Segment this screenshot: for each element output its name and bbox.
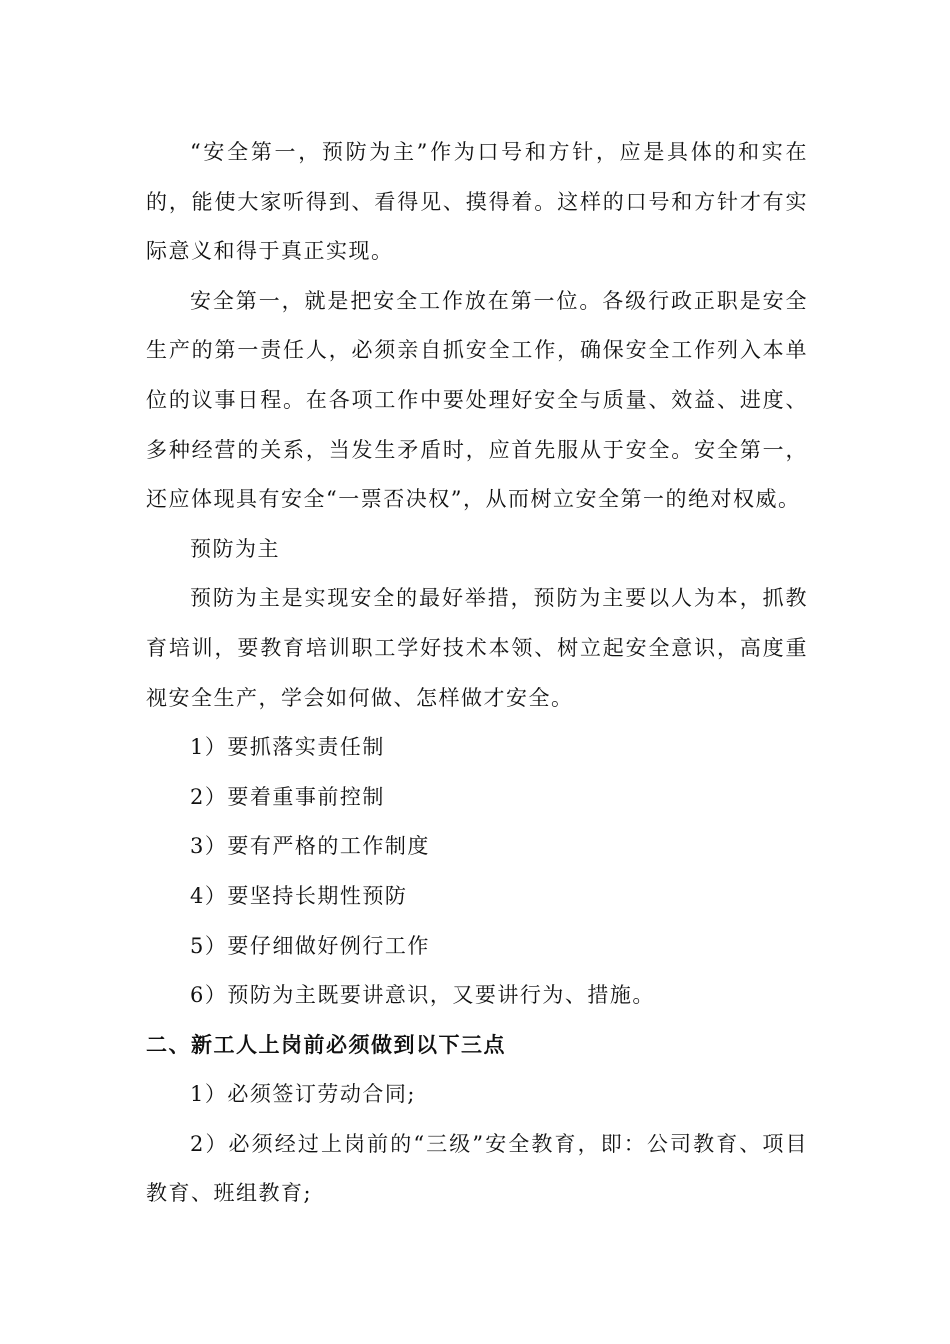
- section-item-2: 2）必须经过上岗前的“三级”安全教育，即：公司教育、项目教育、班组教育;: [146, 1131, 808, 1206]
- section-heading: 二、新工人上岗前必须做到以下三点: [146, 1032, 506, 1057]
- list-item-6: 6）预防为主既要讲意识，又要讲行为、措施。: [190, 983, 655, 1008]
- list-item-1: 1）要抓落实责任制: [190, 735, 385, 760]
- paragraph-prevention-body: 预防为主是实现安全的最好举措，预防为主要以人为本，抓教育培训，要教育培训职工学好技术本领、树立起安全意识，高度重视安全生产，学会如何做、怎样做才安全。: [146, 586, 808, 710]
- list-item-2: 2）要着重事前控制: [190, 784, 385, 809]
- paragraph-prevention-title: 预防为主: [190, 536, 280, 561]
- document-body: [146, 128, 808, 1219]
- paragraph-slogan-intro: “安全第一，预防为主”作为口号和方针，应是具体的和实在的，能使大家听得到、看得见、摸得着。这样的口号和方针才有实际意义和得于真正实现。: [146, 140, 808, 264]
- list-item-4: 4）要坚持长期性预防: [190, 883, 408, 908]
- list-item-3: 3）要有严格的工作制度: [190, 834, 430, 859]
- section-item-1: 1）必须签订劳动合同;: [190, 1082, 416, 1107]
- list-item-5: 5）要仔细做好例行工作: [190, 933, 430, 958]
- paragraph-safety-first: 安全第一，就是把安全工作放在第一位。各级行政正职是安全生产的第一责任人，必须亲自抓安全工作，确保安全工作列入本单位的议事日程。在各项工作中要处理好安全与质量、效益、进度、多种经营的关系，当发生矛盾时，应首先服从于安全。安全第一，还应体现具有安全“一票否决权”，从而树立安全第一的绝对权威。: [146, 288, 808, 512]
